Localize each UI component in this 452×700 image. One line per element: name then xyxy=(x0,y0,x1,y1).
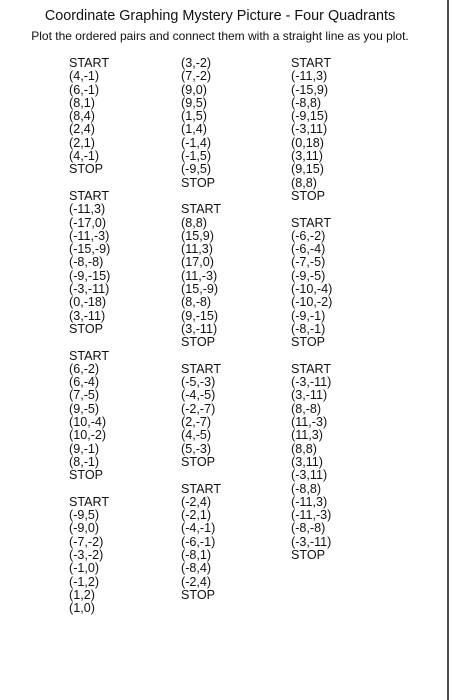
ordered-pair: (3,-11) xyxy=(69,308,106,323)
point-group xyxy=(69,190,110,336)
ordered-pair: (8,8) xyxy=(291,441,317,456)
ordered-pair: (9,5) xyxy=(181,95,207,110)
ordered-pair: (7,-5) xyxy=(69,388,100,403)
ordered-pair: (-11,-3) xyxy=(291,508,332,523)
group-start-label: START xyxy=(69,188,110,203)
coordinate-column-3 xyxy=(291,57,332,562)
ordered-pair: (-10,-4) xyxy=(291,282,333,297)
point-group xyxy=(69,57,110,177)
ordered-pair: (11,-3) xyxy=(291,415,328,430)
group-stop-label: STOP xyxy=(69,162,104,177)
ordered-pair: (8,4) xyxy=(69,109,95,124)
ordered-pair: (-8,1) xyxy=(181,547,212,562)
ordered-pair: (3,-11) xyxy=(291,388,328,403)
ordered-pair: (15,-9) xyxy=(181,282,219,297)
ordered-pair: (-3,-11) xyxy=(291,375,332,390)
ordered-pair: (3,-2) xyxy=(181,56,212,70)
ordered-pair: (-3,11) xyxy=(291,468,328,483)
ordered-pair: (8,-8) xyxy=(181,295,212,310)
group-stop-label: STOP xyxy=(181,454,216,469)
ordered-pair: (-17,0) xyxy=(69,215,107,230)
ordered-pair: (-10,-2) xyxy=(291,295,333,310)
ordered-pair: (-3,11) xyxy=(291,122,328,137)
group-start-label: START xyxy=(181,361,222,376)
ordered-pair: (9,-5) xyxy=(69,401,100,416)
ordered-pair: (-8,-8) xyxy=(69,255,104,270)
ordered-pair: (-9,-15) xyxy=(69,268,111,283)
ordered-pair: (-15,9) xyxy=(291,82,329,97)
ordered-pair: (-5,-3) xyxy=(181,375,216,390)
ordered-pair: (8,-8) xyxy=(291,401,322,416)
ordered-pair: (-1,2) xyxy=(69,574,100,589)
ordered-pair: (-1,5) xyxy=(181,149,212,164)
ordered-pair: (-9,5) xyxy=(181,162,212,177)
ordered-pair: (9,15) xyxy=(291,162,324,177)
coordinate-column-1 xyxy=(69,57,110,615)
ordered-pair: (2,4) xyxy=(69,122,95,137)
ordered-pair: (-11,3) xyxy=(291,69,328,84)
ordered-pair: (-6,-1) xyxy=(181,534,216,549)
ordered-pair: (-2,-7) xyxy=(181,401,216,416)
ordered-pair: (9,-1) xyxy=(69,441,100,456)
ordered-pair: (10,-4) xyxy=(69,415,107,430)
ordered-pair: (10,-2) xyxy=(69,428,107,443)
ordered-pair: (-2,4) xyxy=(181,574,212,589)
ordered-pair: (-1,4) xyxy=(181,135,212,150)
ordered-pair: (-7,-5) xyxy=(291,255,326,270)
ordered-pair: (-9,0) xyxy=(69,521,100,536)
page-right-border xyxy=(447,0,449,700)
group-stop-label: STOP xyxy=(181,335,216,350)
ordered-pair: (11,3) xyxy=(291,428,323,443)
ordered-pair: (-2,1) xyxy=(181,508,212,523)
instructions-text: Plot the ordered pairs and connect them with a straight line as you plot. xyxy=(31,29,409,43)
ordered-pair: (6,-1) xyxy=(69,82,100,97)
group-start-label: START xyxy=(181,481,222,496)
group-start-label: START xyxy=(69,56,110,70)
ordered-pair: (4,-1) xyxy=(69,149,100,164)
ordered-pair: (-9,5) xyxy=(69,508,100,523)
ordered-pair: (1,2) xyxy=(69,587,95,602)
point-group xyxy=(69,350,110,483)
ordered-pair: (-11,3) xyxy=(291,494,328,509)
point-group xyxy=(181,57,221,190)
group-stop-label: STOP xyxy=(291,547,326,562)
ordered-pair: (-6,-4) xyxy=(291,242,326,257)
ordered-pair: (-15,-9) xyxy=(69,242,111,257)
group-start-label: START xyxy=(69,348,110,363)
group-stop-label: STOP xyxy=(291,335,326,350)
point-group xyxy=(181,363,221,469)
ordered-pair: (1,4) xyxy=(181,122,207,137)
point-group xyxy=(291,217,332,350)
group-start-label: START xyxy=(181,202,222,217)
point-group xyxy=(181,483,221,603)
ordered-pair: (11,3) xyxy=(181,242,213,257)
ordered-pair: (17,0) xyxy=(181,255,214,270)
ordered-pair: (-3,-11) xyxy=(69,282,110,297)
ordered-pair: (9,0) xyxy=(181,82,207,97)
ordered-pair: (-1,0) xyxy=(69,561,100,576)
ordered-pair: (-2,4) xyxy=(181,494,212,509)
coordinate-column-2 xyxy=(181,57,221,602)
ordered-pair: (4,-1) xyxy=(69,69,100,84)
group-start-label: START xyxy=(291,56,332,70)
point-group xyxy=(291,363,332,562)
ordered-pair: (-4,-1) xyxy=(181,521,216,536)
ordered-pair: (-11,3) xyxy=(69,202,106,217)
ordered-pair: (5,-3) xyxy=(181,441,212,456)
group-stop-label: STOP xyxy=(69,321,104,336)
ordered-pair: (-8,8) xyxy=(291,95,322,110)
ordered-pair: (9,-15) xyxy=(181,308,219,323)
ordered-pair: (-3,-11) xyxy=(291,534,332,549)
group-stop-label: STOP xyxy=(181,175,216,190)
group-start-label: START xyxy=(69,494,110,509)
ordered-pair: (-7,-2) xyxy=(69,534,104,549)
group-stop-label: STOP xyxy=(69,468,104,483)
ordered-pair: (-6,-2) xyxy=(291,228,326,243)
group-start-label: START xyxy=(291,361,332,376)
ordered-pair: (-9,-5) xyxy=(291,268,326,283)
ordered-pair: (-8,8) xyxy=(291,481,322,496)
ordered-pair: (3,11) xyxy=(291,454,323,469)
ordered-pair: (6,-4) xyxy=(69,375,100,390)
ordered-pair: (1,5) xyxy=(181,109,207,124)
ordered-pair: (1,0) xyxy=(69,601,95,616)
ordered-pair: (-8,4) xyxy=(181,561,212,576)
ordered-pair: (8,-1) xyxy=(69,454,100,469)
ordered-pair: (8,1) xyxy=(69,95,95,110)
page-title: Coordinate Graphing Mystery Picture - Four Quadrants xyxy=(44,8,396,24)
ordered-pair: (-9,-1) xyxy=(291,308,326,323)
group-stop-label: STOP xyxy=(291,188,326,203)
ordered-pair: (0,18) xyxy=(291,135,324,150)
ordered-pair: (-9,15) xyxy=(291,109,329,124)
ordered-pair: (6,-2) xyxy=(69,361,100,376)
ordered-pair: (4,-5) xyxy=(181,428,212,443)
ordered-pair: (-3,-2) xyxy=(69,547,104,562)
ordered-pair: (8,8) xyxy=(181,215,207,230)
ordered-pair: (2,-7) xyxy=(181,415,212,430)
point-group xyxy=(181,203,221,349)
point-group xyxy=(69,496,110,616)
ordered-pair: (-8,-1) xyxy=(291,321,326,336)
ordered-pair: (-4,-5) xyxy=(181,388,216,403)
ordered-pair: (3,-11) xyxy=(181,321,218,336)
ordered-pair: (0,-18) xyxy=(69,295,107,310)
group-stop-label: STOP xyxy=(181,587,216,602)
ordered-pair: (2,1) xyxy=(69,135,95,150)
ordered-pair: (-8,-8) xyxy=(291,521,326,536)
ordered-pair: (8,8) xyxy=(291,175,317,190)
group-start-label: START xyxy=(291,215,332,230)
point-group xyxy=(291,57,332,203)
ordered-pair: (15,9) xyxy=(181,228,214,243)
ordered-pair: (-11,-3) xyxy=(69,228,110,243)
ordered-pair: (11,-3) xyxy=(181,268,218,283)
ordered-pair: (3,11) xyxy=(291,149,323,164)
ordered-pair: (7,-2) xyxy=(181,69,212,84)
